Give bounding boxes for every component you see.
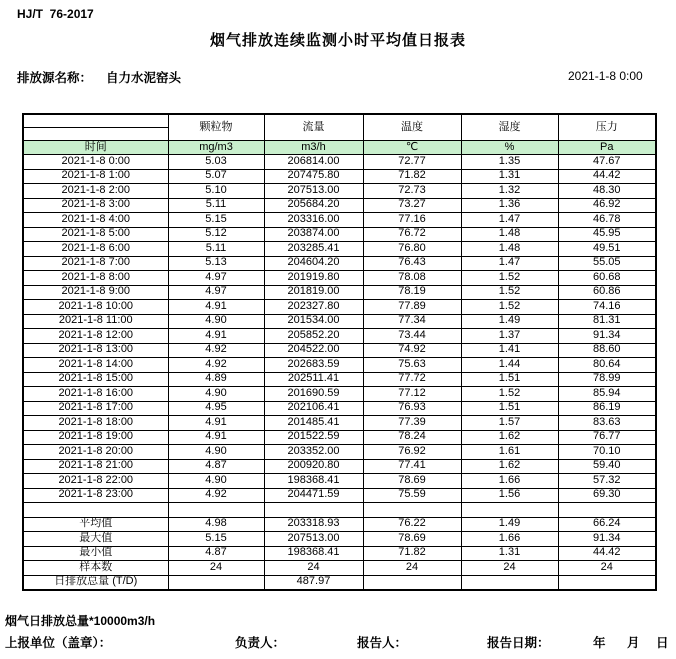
time-cell: 2021-1-8 7:00 <box>23 256 168 271</box>
value-cell: 201919.80 <box>264 271 363 286</box>
value-cell: 24 <box>363 561 461 576</box>
value-cell: 49.51 <box>558 242 656 257</box>
value-cell: 78.69 <box>363 532 461 547</box>
value-cell: 81.31 <box>558 314 656 329</box>
value-cell: 74.92 <box>363 343 461 358</box>
summary-label-cell: 平均值 <box>23 517 168 532</box>
header-corner-top <box>23 114 168 128</box>
value-cell: 4.91 <box>168 430 264 445</box>
value-cell: 77.16 <box>363 213 461 228</box>
value-cell: 24 <box>168 561 264 576</box>
value-cell: 1.49 <box>461 314 558 329</box>
value-cell: 76.22 <box>363 517 461 532</box>
value-cell: 4.90 <box>168 387 264 402</box>
value-cell: 48.30 <box>558 184 656 199</box>
value-cell: 4.98 <box>168 517 264 532</box>
col-header-pressure: 压力 <box>558 114 656 141</box>
table-row <box>23 169 656 184</box>
value-cell: 75.63 <box>363 358 461 373</box>
summary-rows <box>23 503 656 591</box>
value-cell <box>363 575 461 590</box>
value-cell: 4.97 <box>168 271 264 286</box>
table-row <box>23 300 656 315</box>
value-cell: 204604.20 <box>264 256 363 271</box>
table-row <box>23 213 656 228</box>
value-cell: 204471.59 <box>264 488 363 503</box>
summary-label-cell: 最小值 <box>23 546 168 561</box>
time-cell: 2021-1-8 17:00 <box>23 401 168 416</box>
value-cell: 5.07 <box>168 169 264 184</box>
table-row <box>23 474 656 489</box>
value-cell: 4.87 <box>168 459 264 474</box>
value-cell: 77.12 <box>363 387 461 402</box>
col-header-flow: 流量 <box>264 114 363 141</box>
summary-label-cell: 日排放总量 (T/D) <box>23 575 168 590</box>
value-cell: 4.92 <box>168 488 264 503</box>
time-cell: 2021-1-8 4:00 <box>23 213 168 228</box>
spacer-cell <box>168 503 264 518</box>
value-cell: 487.97 <box>264 575 363 590</box>
value-cell: 1.51 <box>461 372 558 387</box>
value-cell: 70.10 <box>558 445 656 460</box>
page-title: 烟气排放连续监测小时平均值日报表 <box>209 32 466 49</box>
value-cell: 71.82 <box>363 169 461 184</box>
value-cell: 76.92 <box>363 445 461 460</box>
time-cell: 2021-1-8 21:00 <box>23 459 168 474</box>
month-label: 月 <box>627 636 640 650</box>
col-header-humidity: 湿度 <box>461 114 558 141</box>
value-cell: 1.47 <box>461 213 558 228</box>
value-cell: 74.16 <box>558 300 656 315</box>
value-cell: 206814.00 <box>264 155 363 170</box>
value-cell: 201522.59 <box>264 430 363 445</box>
value-cell: 5.15 <box>168 213 264 228</box>
reporting-unit-label: 上报单位（盖章）： <box>5 636 112 650</box>
header-corner-bottom <box>23 128 168 141</box>
value-cell: 4.87 <box>168 546 264 561</box>
time-cell: 2021-1-8 1:00 <box>23 169 168 184</box>
table-row <box>23 416 656 431</box>
standard-code: HJ/T 76-2017 <box>17 7 94 21</box>
value-cell <box>558 575 656 590</box>
value-cell: 77.89 <box>363 300 461 315</box>
value-cell: 76.43 <box>363 256 461 271</box>
value-cell: 5.12 <box>168 227 264 242</box>
unit-particulate: mg/m3 <box>168 141 264 155</box>
time-cell: 2021-1-8 3:00 <box>23 198 168 213</box>
value-cell: 1.37 <box>461 329 558 344</box>
unit-humidity: % <box>461 141 558 155</box>
value-cell: 76.72 <box>363 227 461 242</box>
value-cell: 202106.41 <box>264 401 363 416</box>
report-datetime: 2021-1-8 0:00 <box>568 69 643 83</box>
table-row <box>23 329 656 344</box>
value-cell: 73.44 <box>363 329 461 344</box>
value-cell: 5.11 <box>168 242 264 257</box>
report-date-label: 报告日期： <box>487 636 550 650</box>
value-cell: 44.42 <box>558 546 656 561</box>
value-cell: 60.68 <box>558 271 656 286</box>
value-cell: 44.42 <box>558 169 656 184</box>
time-column-header: 时间 <box>23 141 168 155</box>
value-cell: 78.24 <box>363 430 461 445</box>
value-cell: 85.94 <box>558 387 656 402</box>
spacer-row <box>23 503 656 518</box>
value-cell: 205684.20 <box>264 198 363 213</box>
source-name-label: 排放源名称： <box>17 71 93 85</box>
value-cell: 203352.00 <box>264 445 363 460</box>
value-cell: 77.72 <box>363 372 461 387</box>
value-cell: 78.99 <box>558 372 656 387</box>
value-cell: 72.73 <box>363 184 461 199</box>
table-row <box>23 546 656 561</box>
source-name-value: 自力水泥窑头 <box>106 71 182 85</box>
table-row <box>23 445 656 460</box>
value-cell: 66.24 <box>558 517 656 532</box>
spacer-cell <box>23 503 168 518</box>
time-cell: 2021-1-8 23:00 <box>23 488 168 503</box>
value-cell: 77.34 <box>363 314 461 329</box>
value-cell: 5.11 <box>168 198 264 213</box>
value-cell: 46.92 <box>558 198 656 213</box>
value-cell: 1.44 <box>461 358 558 373</box>
time-cell: 2021-1-8 18:00 <box>23 416 168 431</box>
table-row <box>23 155 656 170</box>
value-cell: 205852.20 <box>264 329 363 344</box>
table-row <box>23 285 656 300</box>
value-cell: 1.41 <box>461 343 558 358</box>
value-cell: 202511.41 <box>264 372 363 387</box>
time-cell: 2021-1-8 20:00 <box>23 445 168 460</box>
col-header-temperature: 温度 <box>363 114 461 141</box>
time-cell: 2021-1-8 8:00 <box>23 271 168 286</box>
manager-label: 负责人： <box>235 636 286 650</box>
value-cell: 46.78 <box>558 213 656 228</box>
time-cell: 2021-1-8 15:00 <box>23 372 168 387</box>
value-cell: 1.32 <box>461 184 558 199</box>
year-label: 年 <box>593 636 606 650</box>
time-cell: 2021-1-8 22:00 <box>23 474 168 489</box>
value-cell: 201485.41 <box>264 416 363 431</box>
table-row <box>23 242 656 257</box>
value-cell: 4.92 <box>168 343 264 358</box>
value-cell: 202683.59 <box>264 358 363 373</box>
value-cell: 1.36 <box>461 198 558 213</box>
unit-temperature: ℃ <box>363 141 461 155</box>
value-cell: 24 <box>558 561 656 576</box>
time-cell: 2021-1-8 0:00 <box>23 155 168 170</box>
value-cell: 4.90 <box>168 474 264 489</box>
value-cell: 4.89 <box>168 372 264 387</box>
time-cell: 2021-1-8 12:00 <box>23 329 168 344</box>
table-row <box>23 488 656 503</box>
value-cell: 1.57 <box>461 416 558 431</box>
table-row <box>23 387 656 402</box>
table-row <box>23 372 656 387</box>
value-cell: 80.64 <box>558 358 656 373</box>
unit-pressure: Pa <box>558 141 656 155</box>
value-cell: 5.10 <box>168 184 264 199</box>
value-cell: 59.40 <box>558 459 656 474</box>
value-cell: 4.90 <box>168 445 264 460</box>
header-row-pollutants <box>23 114 656 128</box>
value-cell: 5.13 <box>168 256 264 271</box>
table-row <box>23 271 656 286</box>
value-cell: 24 <box>264 561 363 576</box>
value-cell: 201690.59 <box>264 387 363 402</box>
value-cell: 78.19 <box>363 285 461 300</box>
value-cell: 24 <box>461 561 558 576</box>
value-cell: 5.03 <box>168 155 264 170</box>
table-row <box>23 256 656 271</box>
value-cell: 201819.00 <box>264 285 363 300</box>
value-cell: 1.52 <box>461 285 558 300</box>
value-cell: 4.92 <box>168 358 264 373</box>
value-cell: 204522.00 <box>264 343 363 358</box>
table-row <box>23 561 656 576</box>
value-cell: 203285.41 <box>264 242 363 257</box>
value-cell: 1.49 <box>461 517 558 532</box>
value-cell: 73.27 <box>363 198 461 213</box>
value-cell: 4.91 <box>168 300 264 315</box>
value-cell: 76.80 <box>363 242 461 257</box>
value-cell: 1.51 <box>461 401 558 416</box>
table-row <box>23 343 656 358</box>
value-cell: 198368.41 <box>264 474 363 489</box>
time-cell: 2021-1-8 19:00 <box>23 430 168 445</box>
summary-label-cell: 样本数 <box>23 561 168 576</box>
value-cell: 78.08 <box>363 271 461 286</box>
value-cell: 83.63 <box>558 416 656 431</box>
time-cell: 2021-1-8 16:00 <box>23 387 168 402</box>
hourly-average-table <box>22 113 657 591</box>
value-cell: 1.31 <box>461 169 558 184</box>
value-cell: 91.34 <box>558 329 656 344</box>
value-cell <box>168 575 264 590</box>
value-cell: 91.34 <box>558 532 656 547</box>
time-cell: 2021-1-8 6:00 <box>23 242 168 257</box>
value-cell: 4.95 <box>168 401 264 416</box>
value-cell: 4.91 <box>168 329 264 344</box>
table-row <box>23 358 656 373</box>
table-row <box>23 575 656 590</box>
header-row-units <box>23 141 656 155</box>
value-cell: 45.95 <box>558 227 656 242</box>
value-cell: 86.19 <box>558 401 656 416</box>
value-cell: 1.61 <box>461 445 558 460</box>
col-header-particulate: 颗粒物 <box>168 114 264 141</box>
table-row <box>23 314 656 329</box>
table-row <box>23 401 656 416</box>
time-cell: 2021-1-8 13:00 <box>23 343 168 358</box>
value-cell: 4.91 <box>168 416 264 431</box>
value-cell: 1.35 <box>461 155 558 170</box>
spacer-cell <box>264 503 363 518</box>
value-cell: 1.47 <box>461 256 558 271</box>
spacer-cell <box>461 503 558 518</box>
value-cell: 202327.80 <box>264 300 363 315</box>
unit-flow: m3/h <box>264 141 363 155</box>
value-cell: 4.97 <box>168 285 264 300</box>
source-line <box>17 68 181 86</box>
spacer-cell <box>558 503 656 518</box>
value-cell: 1.52 <box>461 300 558 315</box>
time-cell: 2021-1-8 9:00 <box>23 285 168 300</box>
time-cell: 2021-1-8 14:00 <box>23 358 168 373</box>
value-cell: 1.48 <box>461 227 558 242</box>
value-cell: 203874.00 <box>264 227 363 242</box>
value-cell: 5.15 <box>168 532 264 547</box>
value-cell: 1.62 <box>461 459 558 474</box>
spacer-cell <box>363 503 461 518</box>
value-cell: 47.67 <box>558 155 656 170</box>
value-cell: 1.62 <box>461 430 558 445</box>
table-row <box>23 184 656 199</box>
day-label: 日 <box>656 636 669 650</box>
value-cell: 201534.00 <box>264 314 363 329</box>
value-cell: 1.48 <box>461 242 558 257</box>
value-cell: 72.77 <box>363 155 461 170</box>
time-cell: 2021-1-8 11:00 <box>23 314 168 329</box>
value-cell: 69.30 <box>558 488 656 503</box>
value-cell: 76.93 <box>363 401 461 416</box>
value-cell: 1.66 <box>461 532 558 547</box>
value-cell: 77.41 <box>363 459 461 474</box>
value-cell: 1.56 <box>461 488 558 503</box>
time-cell: 2021-1-8 5:00 <box>23 227 168 242</box>
value-cell: 207513.00 <box>264 532 363 547</box>
value-cell: 1.52 <box>461 387 558 402</box>
value-cell: 198368.41 <box>264 546 363 561</box>
value-cell: 71.82 <box>363 546 461 561</box>
value-cell: 78.69 <box>363 474 461 489</box>
value-cell: 76.77 <box>558 430 656 445</box>
table-row <box>23 430 656 445</box>
value-cell: 88.60 <box>558 343 656 358</box>
value-cell: 77.39 <box>363 416 461 431</box>
daily-total-note: 烟气日排放总量*10000m3/h <box>5 614 156 628</box>
value-cell: 200920.80 <box>264 459 363 474</box>
value-cell: 203318.93 <box>264 517 363 532</box>
value-cell: 203316.00 <box>264 213 363 228</box>
table-row <box>23 517 656 532</box>
value-cell: 75.59 <box>363 488 461 503</box>
value-cell: 1.66 <box>461 474 558 489</box>
summary-label-cell: 最大值 <box>23 532 168 547</box>
value-cell: 207513.00 <box>264 184 363 199</box>
value-cell: 60.86 <box>558 285 656 300</box>
value-cell: 57.32 <box>558 474 656 489</box>
reporter-label: 报告人： <box>357 636 408 650</box>
hourly-rows <box>23 155 656 503</box>
table-row <box>23 532 656 547</box>
value-cell: 4.90 <box>168 314 264 329</box>
table-row <box>23 198 656 213</box>
table-row <box>23 459 656 474</box>
value-cell: 1.52 <box>461 271 558 286</box>
time-cell: 2021-1-8 10:00 <box>23 300 168 315</box>
value-cell: 1.31 <box>461 546 558 561</box>
value-cell <box>461 575 558 590</box>
value-cell: 207475.80 <box>264 169 363 184</box>
table-row <box>23 227 656 242</box>
value-cell: 55.05 <box>558 256 656 271</box>
time-cell: 2021-1-8 2:00 <box>23 184 168 199</box>
